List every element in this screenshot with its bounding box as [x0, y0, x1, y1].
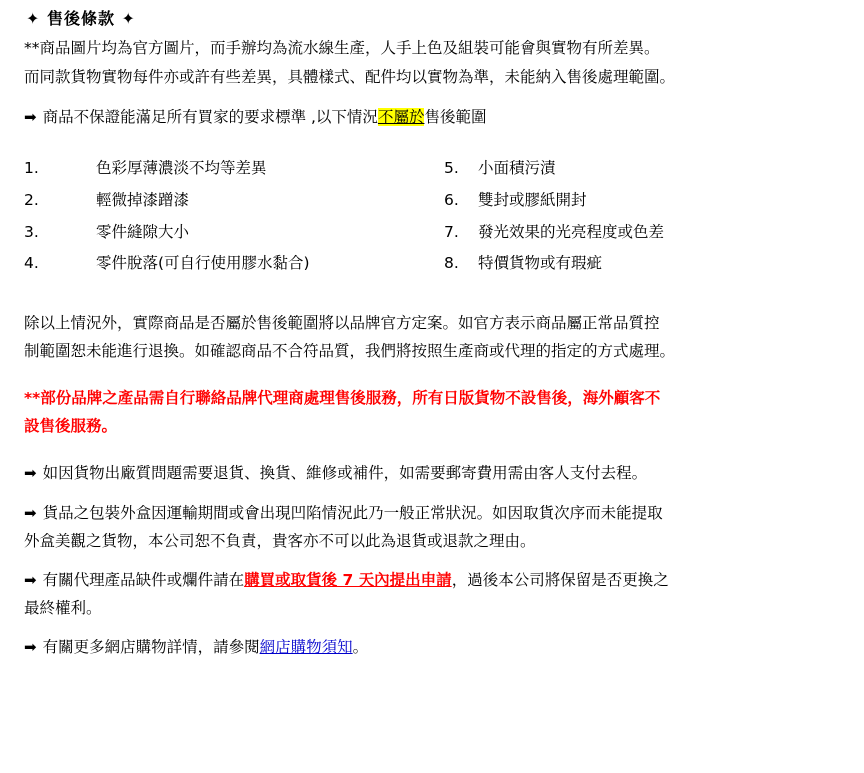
spacer: [24, 133, 850, 153]
list-item: [24, 248, 444, 280]
spacer: [24, 440, 850, 460]
more-info-after: 。: [352, 638, 369, 657]
list-item-number: 5.: [444, 159, 459, 178]
arrow-icon: ➡: [24, 638, 37, 657]
spacer: [24, 488, 850, 500]
spacer: [24, 622, 850, 634]
bullet-shipping-cost-text: 如因貨物出廠質問題需要退貨、換貨、維修或補件，如需要郵寄費用需由客人支付去程。: [42, 464, 648, 483]
list-item: [444, 248, 844, 280]
list-item-number: 4.: [24, 254, 39, 273]
list-item-number: 8.: [444, 254, 459, 273]
arrow-icon: ➡: [24, 571, 37, 590]
list-item: [444, 185, 844, 217]
exclusion-notice: [24, 104, 850, 131]
bullet-agent-claim-line-2: 最終權利。: [24, 598, 102, 617]
intro-line-2: 而同款貨物實物每件亦或許有些差異，具體樣式、配件均以實物為準，未能納入售後處理範圍。: [24, 67, 676, 86]
exclusion-notice-before: 商品不保證能滿足所有買家的要求標準 ,以下情況: [42, 108, 378, 127]
agent-claim-after: ，過後本公司將保留是否更換之: [451, 571, 669, 590]
agent-claim-emphasis: 購買或取貨後 7 天內提出申請: [244, 571, 452, 590]
exclusion-list-left: [24, 153, 444, 280]
red-notice: [24, 385, 850, 440]
list-item-label: 發光效果的光亮程度或色差: [478, 222, 665, 241]
list-item-number: 2.: [24, 190, 39, 209]
list-item-number: 6.: [444, 190, 459, 209]
agent-claim-before: 有關代理產品缺件或爛件請在: [42, 571, 245, 590]
bullet-more-info: [24, 634, 850, 662]
exclusion-list: [24, 153, 850, 280]
arrow-icon: ➡: [24, 108, 37, 127]
exclusion-notice-highlight: 不屬於: [377, 108, 425, 127]
spacer: [24, 280, 850, 310]
bullet-shipping-cost: [24, 460, 850, 488]
list-item-number: 3.: [24, 222, 39, 241]
bullet-packaging-line-2: 外盒美觀之貨物，本公司恕不負責，貴客亦不可以此為退貨或退款之理由。: [24, 531, 536, 550]
red-notice-line-2: 設售後服務。: [24, 416, 118, 435]
list-item-number: 7.: [444, 222, 459, 241]
red-notice-line-1: **部份品牌之產品需自行聯絡品牌代理商處理售後服務，所有日版貨物不設售後，海外顧客不: [24, 389, 661, 408]
list-item-label: 特價貨物或有瑕疵: [478, 254, 603, 273]
bullet-packaging-line-1: [24, 500, 850, 528]
spacer: [24, 365, 850, 385]
list-item-label: 小面積污漬: [478, 159, 556, 178]
bullet-agent-claim-line-1: [24, 567, 850, 595]
list-item-label: 雙封或膠紙開封: [478, 190, 587, 209]
more-info-before: 有關更多網店購物詳情，請參閱: [42, 638, 260, 657]
spacer: [24, 92, 850, 104]
exclusion-notice-after: 售後範圍: [424, 108, 487, 127]
shopping-guide-link[interactable]: 網店購物須知: [259, 638, 353, 657]
bullet-packaging: [24, 500, 850, 555]
policy-line-2: 制範圍恕未能進行退換。如確認商品不合符品質，我們將按照生產商或代理的指定的方式處理。: [24, 341, 676, 360]
policy-paragraph: [24, 310, 850, 365]
page-title: ✦ 售後條款 ✦: [26, 9, 136, 28]
list-item-label: 零件脫落(可自行使用膠水黏合): [96, 254, 310, 273]
arrow-icon: ➡: [24, 504, 37, 523]
list-item-label: 零件縫隙大小: [96, 222, 190, 241]
spacer: [24, 555, 850, 567]
list-item: [444, 217, 844, 249]
list-item-number: 1.: [24, 159, 39, 178]
list-item: [444, 153, 844, 185]
bullet-agent-claim: [24, 567, 850, 622]
list-item: [24, 185, 444, 217]
bullet-packaging-text-1: 貨品之包裝外盒因運輸期間或會出現凹陷情況此乃一般正常狀況。如因取貨次序而未能提取: [42, 504, 663, 523]
list-item: [24, 153, 444, 185]
list-item: [24, 217, 444, 249]
list-item-label: 色彩厚薄濃淡不均等差異: [96, 159, 267, 178]
policy-line-1: 除以上情況外，實際商品是否屬於售後範圍將以品牌官方定案。如官方表示商品屬正常品質控: [24, 314, 660, 333]
intro-line-1: **商品圖片均為官方圖片，而手辦均為流水線生產，人手上色及組裝可能會與實物有所差異。: [24, 39, 660, 57]
exclusion-list-right: [444, 153, 844, 280]
arrow-icon: ➡: [24, 464, 37, 483]
list-item-label: 輕微掉漆蹭漆: [96, 190, 190, 209]
